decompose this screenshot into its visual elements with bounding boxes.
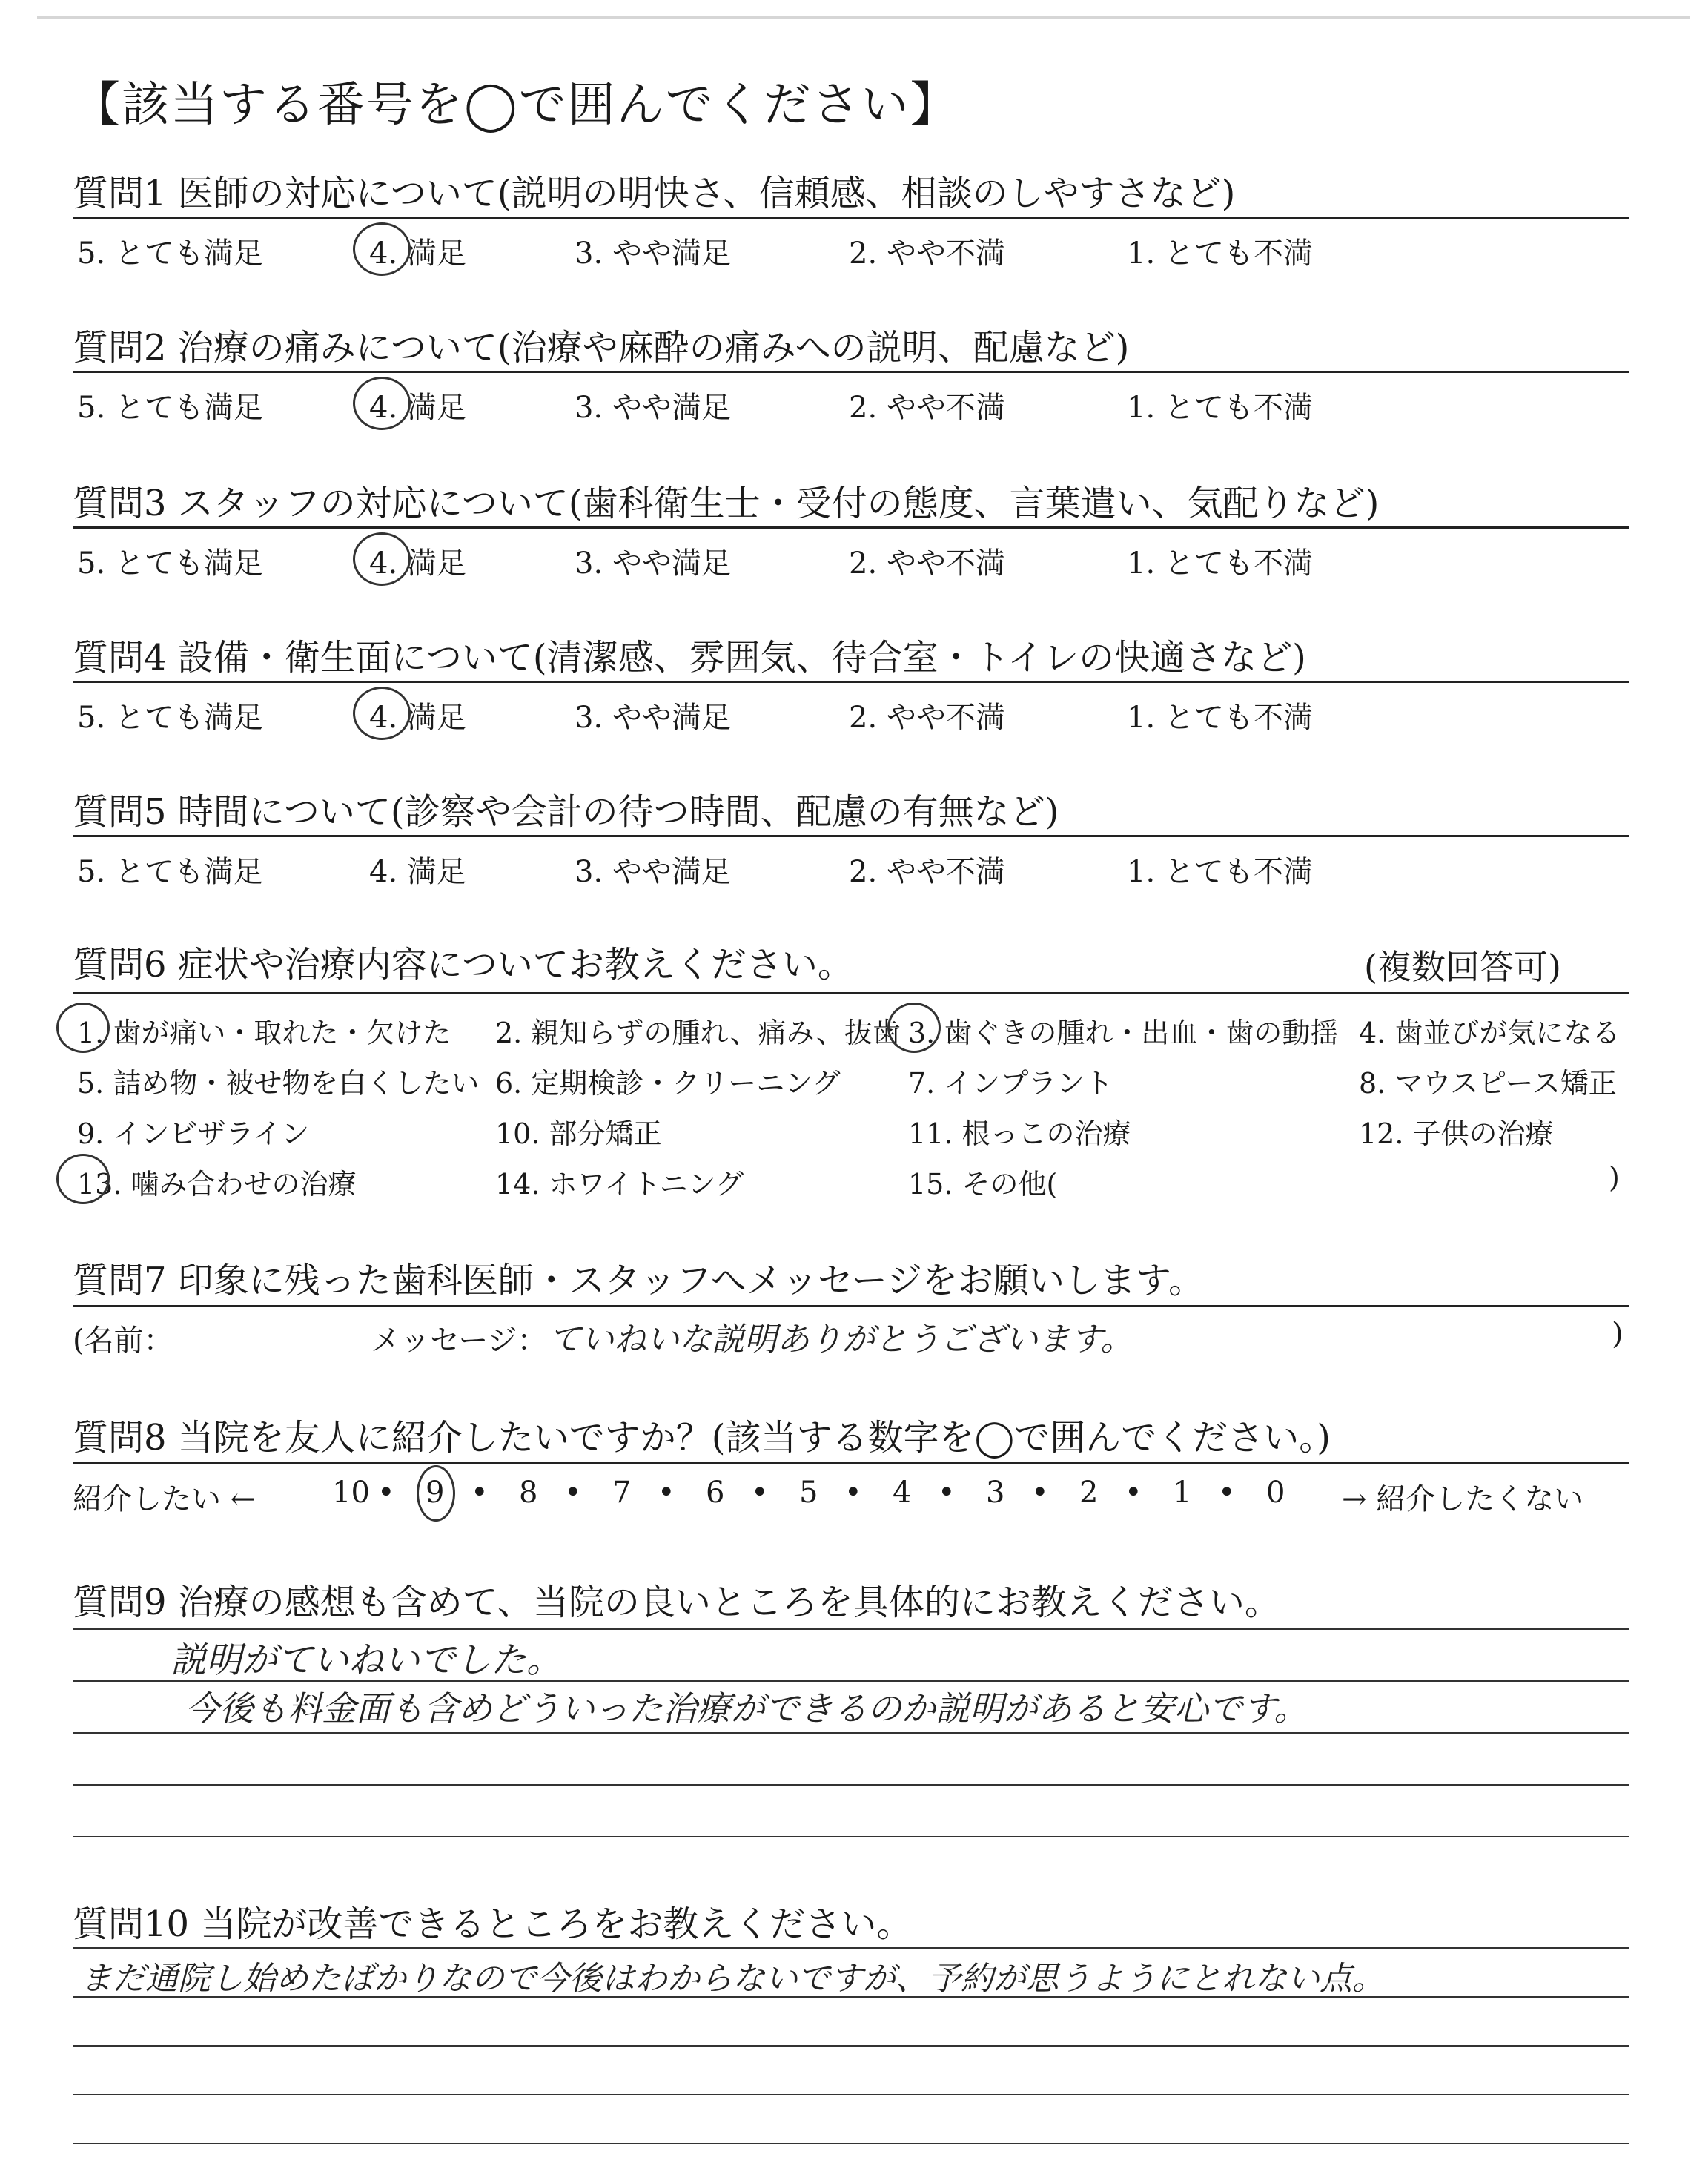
q10-answer-line-1: まだ通院し始めたばかりなので今後はわからないですが、予約が思うようにとれない点。 (80, 1960, 1385, 1998)
q1-option-1[interactable]: 1. とても不満 (1127, 237, 1313, 271)
q6-selection-circle-3 (887, 1003, 941, 1053)
q8-scale-separator: • (938, 1476, 956, 1510)
q9-heading: 質問9 治療の感想も含めて、当院の良いところを具体的にお教えください。 (73, 1582, 1280, 1623)
q8-scale-separator: • (751, 1476, 769, 1510)
q8-scale-separator: • (471, 1476, 489, 1510)
q1-heading: 質問1 医師の対応について(説明の明快さ、信頼感、相談のしやすさなど) (73, 173, 1236, 214)
q6-option-10[interactable]: 10. 部分矯正 (495, 1117, 662, 1150)
q9-line-1 (73, 1628, 1629, 1630)
q6-selection-circle-1 (56, 1003, 110, 1053)
q5-option-5[interactable]: 5. とても満足 (77, 855, 263, 889)
q3-rule (73, 526, 1629, 529)
q9-line-3 (73, 1732, 1629, 1734)
q6-option-9[interactable]: 9. インビザライン (77, 1117, 310, 1150)
q7-close-paren: ) (1612, 1317, 1623, 1351)
q6-selection-circle-13 (56, 1154, 110, 1204)
q8-scale-separator: • (1218, 1476, 1236, 1510)
q6-option-14[interactable]: 14. ホワイトニング (495, 1168, 744, 1200)
q4-option-1[interactable]: 1. とても不満 (1127, 701, 1313, 735)
q8-scale-separator: • (564, 1476, 582, 1510)
q8-scale-4[interactable]: 4 (893, 1476, 912, 1510)
q8-scale-separator: • (844, 1476, 862, 1510)
q8-scale-5[interactable]: 5 (799, 1476, 818, 1510)
q4-option-2[interactable]: 2. やや不満 (849, 701, 1005, 735)
q3-heading: 質問3 スタッフの対応について(歯科衛生士・受付の態度、言葉遣い、気配りなど) (73, 483, 1380, 524)
q4-rule (73, 681, 1629, 683)
q6-option-12[interactable]: 12. 子供の治療 (1359, 1117, 1554, 1150)
q5-option-4[interactable]: 4. 満足 (369, 855, 466, 889)
q2-selection-circle (353, 377, 411, 430)
q2-heading: 質問2 治療の痛みについて(治療や麻酔の痛みへの説明、配慮など) (73, 327, 1130, 369)
q8-scale-0[interactable]: 0 (1266, 1476, 1285, 1510)
q8-heading: 質問8 当院を友人に紹介したいですか？(該当する数字を◯で囲んでください。) (73, 1417, 1331, 1459)
q8-left-label: 紹介したい ← (73, 1482, 256, 1516)
q8-rule (73, 1462, 1629, 1464)
q5-option-3[interactable]: 3. やや満足 (575, 855, 731, 889)
q9-line-4 (73, 1784, 1629, 1786)
q9-answer-line-1: 説明がていねいでした。 (171, 1639, 563, 1681)
q4-heading: 質問4 設備・衛生面について(清潔感、雰囲気、待合室・トイレの快適さなど) (73, 637, 1306, 678)
q6-option-4[interactable]: 4. 歯並びが気になる (1359, 1017, 1621, 1049)
q9-answer-line-2: 今後も料金面も含めどういった治療ができるのか説明があると安心です。 (185, 1688, 1308, 1728)
q5-heading: 質問5 時間について(診察や会計の待つ時間、配慮の有無など) (73, 791, 1059, 833)
q6-option-5[interactable]: 5. 詰め物・被せ物を白くしたい (77, 1067, 480, 1100)
q6-multi-note: (複数回答可) (1364, 947, 1561, 987)
q3-option-1[interactable]: 1. とても不満 (1127, 546, 1313, 581)
q3-option-2[interactable]: 2. やや不満 (849, 546, 1005, 581)
q6-option-2[interactable]: 2. 親知らずの腫れ、痛み、抜歯 (495, 1017, 901, 1049)
q10-line-4 (73, 2094, 1629, 2095)
q2-option-4[interactable]: 4. 満足 (369, 391, 466, 425)
q8-scale-9[interactable]: 9 (426, 1476, 445, 1510)
q2-option-1[interactable]: 1. とても不満 (1127, 391, 1313, 425)
q8-scale-8[interactable]: 8 (519, 1476, 538, 1510)
q4-option-3[interactable]: 3. やや満足 (575, 701, 731, 735)
q9-line-5 (73, 1836, 1629, 1837)
q5-rule (73, 835, 1629, 837)
q2-option-5[interactable]: 5. とても満足 (77, 391, 263, 425)
q5-option-2[interactable]: 2. やや不満 (849, 855, 1005, 889)
q6-option-3[interactable]: 3. 歯ぐきの腫れ・出血・歯の動揺 (908, 1017, 1339, 1049)
q6-option-11[interactable]: 11. 根っこの治療 (908, 1117, 1131, 1150)
top-border (37, 16, 1690, 19)
q4-selection-circle (353, 687, 411, 740)
q6-option-1[interactable]: 1. 歯が痛い・取れた・欠けた (77, 1017, 451, 1049)
q1-option-2[interactable]: 2. やや不満 (849, 237, 1005, 271)
q8-scale-separator: • (658, 1476, 675, 1510)
q8-selection-circle (417, 1465, 455, 1522)
q6-option-15[interactable]: 15. その他( (908, 1168, 1058, 1200)
q10-heading: 質問10 当院が改善できるところをお教えください。 (73, 1903, 913, 1945)
q8-scale-7[interactable]: 7 (612, 1476, 632, 1510)
q8-scale-2[interactable]: 2 (1079, 1476, 1099, 1510)
q3-selection-circle (353, 532, 411, 586)
q2-option-3[interactable]: 3. やや満足 (575, 391, 731, 425)
q5-option-1[interactable]: 1. とても不満 (1127, 855, 1313, 889)
q1-option-5[interactable]: 5. とても満足 (77, 237, 263, 271)
q1-option-4[interactable]: 4. 満足 (369, 237, 466, 271)
q8-scale-1[interactable]: 1 (1173, 1476, 1192, 1510)
q4-option-5[interactable]: 5. とても満足 (77, 701, 263, 735)
q8-scale-separator: • (1031, 1476, 1049, 1510)
page-title: 【該当する番号を◯で囲んでください】 (73, 78, 959, 133)
q10-line-1 (73, 1947, 1629, 1949)
q10-line-5 (73, 2143, 1629, 2144)
q8-scale-3[interactable]: 3 (986, 1476, 1005, 1510)
q4-option-4[interactable]: 4. 満足 (369, 701, 466, 735)
q6-option-13[interactable]: 13. 噛み合わせの治療 (77, 1168, 357, 1200)
q8-scale-6[interactable]: 6 (706, 1476, 725, 1510)
q7-message-label: メッセージ： (371, 1324, 547, 1358)
q3-option-3[interactable]: 3. やや満足 (575, 546, 731, 581)
q6-rule (73, 992, 1629, 994)
q6-other-close: ) (1609, 1161, 1620, 1194)
q1-option-3[interactable]: 3. やや満足 (575, 237, 731, 271)
q2-rule (73, 371, 1629, 373)
q7-name-label: (名前： (73, 1324, 173, 1358)
q8-scale-10[interactable]: 10 (332, 1476, 370, 1510)
q7-rule (73, 1305, 1629, 1307)
q2-option-2[interactable]: 2. やや不満 (849, 391, 1005, 425)
q7-heading: 質問7 印象に残った歯科医師・スタッフへメッセージをお願いします。 (73, 1260, 1205, 1301)
q8-right-label: → 紹介したくない (1342, 1482, 1584, 1516)
q8-scale-separator: • (1125, 1476, 1142, 1510)
q7-message-text: ていねいな説明ありがとうございます。 (549, 1321, 1133, 1358)
q6-option-8[interactable]: 8. マウスピース矯正 (1359, 1067, 1617, 1100)
q8-scale-separator: • (377, 1476, 395, 1510)
q1-rule (73, 217, 1629, 219)
q6-option-7[interactable]: 7. インプラント (908, 1067, 1113, 1100)
q6-heading: 質問6 症状や治療内容についてお教えください。 (73, 944, 853, 985)
q10-line-3 (73, 2045, 1629, 2047)
q6-option-6[interactable]: 6. 定期検診・クリーニング (495, 1067, 841, 1100)
q1-selection-circle (353, 222, 411, 276)
q3-option-4[interactable]: 4. 満足 (369, 546, 466, 581)
q3-option-5[interactable]: 5. とても満足 (77, 546, 263, 581)
